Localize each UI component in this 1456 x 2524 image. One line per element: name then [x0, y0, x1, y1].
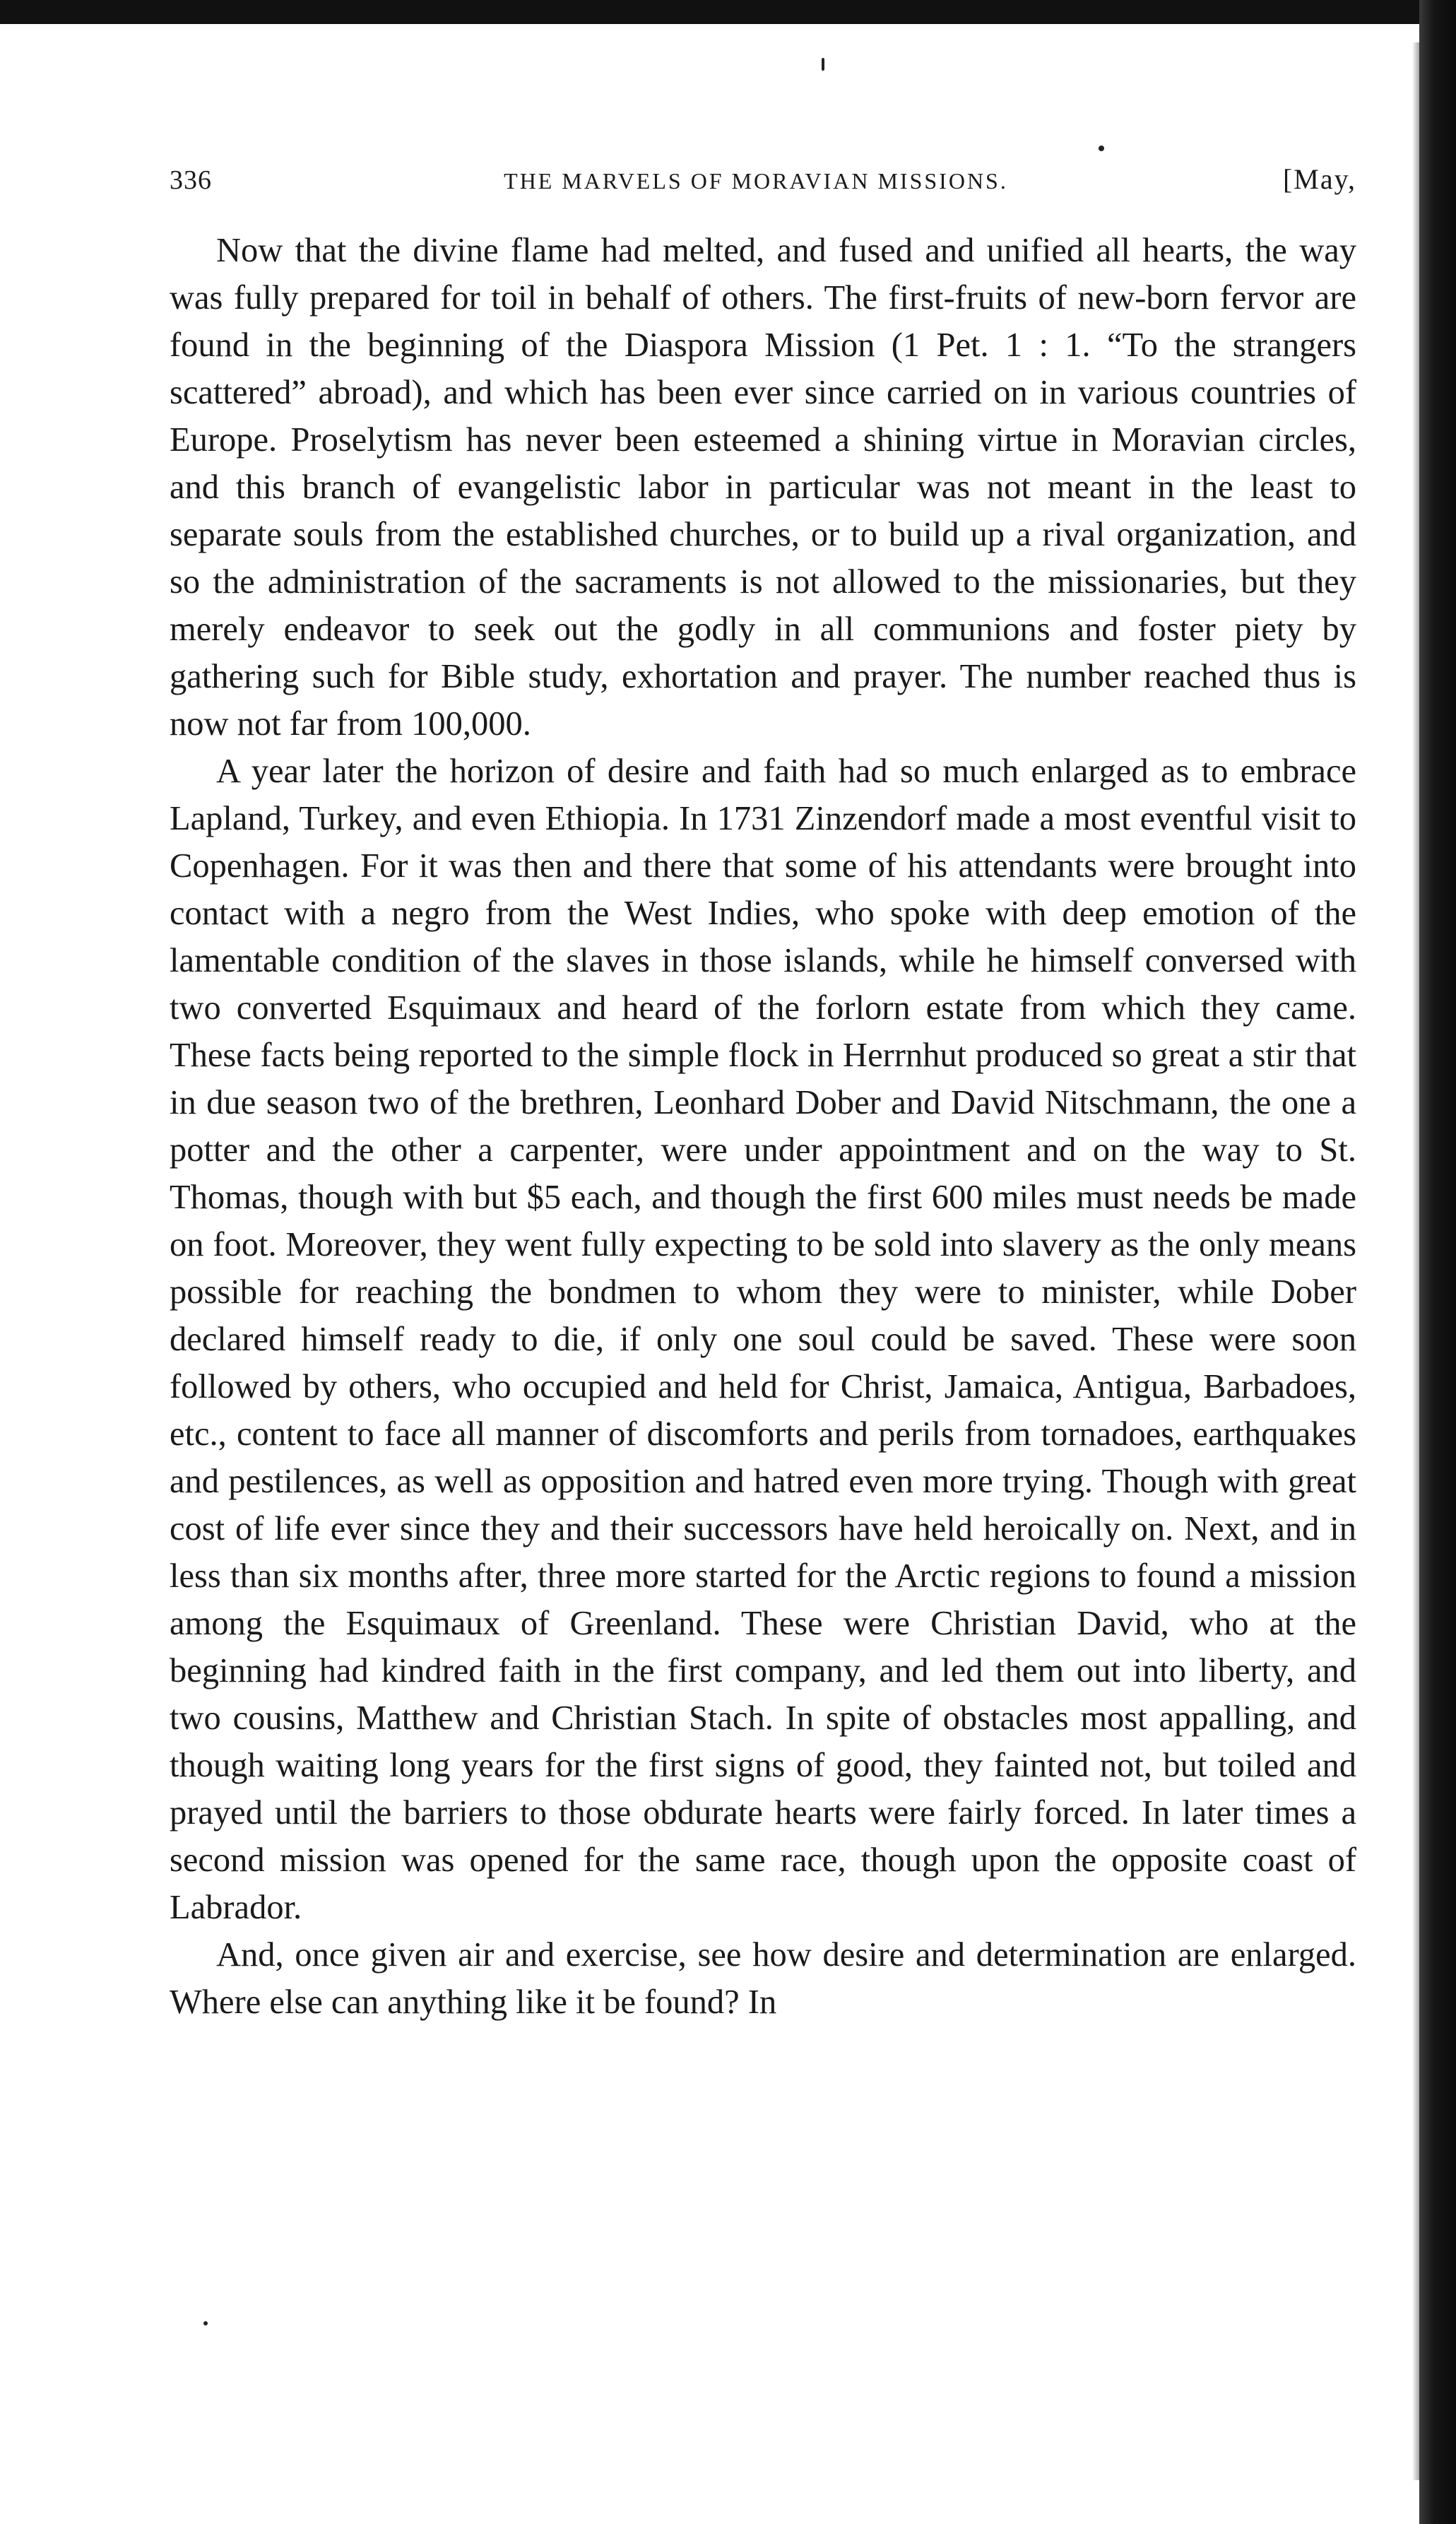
running-head — [170, 163, 1356, 196]
scan-speck — [822, 58, 824, 71]
scan-speck — [203, 2321, 208, 2325]
scan-speck — [1099, 146, 1104, 151]
page-number: 336 — [170, 165, 212, 195]
paragraph-west-indies-greenland: A year later the horizon of desire and faith had so much enlarged as to embrace Lapland, Turkey, and even Ethiopia. In 1731 Zinzendorf made a most eventful visit to Copenhagen. For it was then and there that some of his attendants were brought into contact with a negro from the West Indies, who spoke with deep emotion of the lamentable condition of the slaves in those islands, while he himself conversed with two converted Esquimaux and heard of the forlorn estate from which they came. These facts being reported to the simple flock in Herrnhut produced so great a stir that in due season two of the brethren, Leonhard Dober and David Nitschmann, the one a potter and the other a carpenter, were under appointment and on the way to St. Thomas, though with but $5 each, and though the first 600 miles must needs be made on foot. Moreover, they went fully expecting to be sold into slavery as the only means possible for reaching the bondmen to whom they were to minister, while Dober declared himself ready to die, if only one soul could be saved. These were soon followed by others, who occupied and held for Christ, Jamaica, Antigua, Barbadoes, etc., content to face all manner of discomforts and perils from tornadoes, earthquakes and pestilences, as well as opposition and hatred even more trying. Though with great cost of life ever since they and their successors have held heroically on. Next, and in less than six months after, three more started for the Arctic regions to found a mission among the Esquimaux of Greenland. These were Christian David, who at the beginning had kindred faith in the first company, and led them out into liberty, and two cousins, Matthew and Christian Stach. In spite of obstacles most appalling, and though waiting long years for the first signs of good, they fainted not, but toiled and prayed until the barriers to those obdurate hearts were fairly forced. In later times a second mission was opened for the same race, though upon the opposite coast of Labrador. — [170, 753, 1356, 1926]
scan-top-border — [0, 0, 1456, 24]
body-text — [170, 227, 1356, 2026]
book-page — [170, 163, 1356, 2026]
scan-right-border — [1419, 0, 1456, 2524]
running-date: [May, — [1282, 163, 1356, 195]
running-title: THE MARVELS OF MORAVIAN MISSIONS. — [504, 168, 1008, 194]
paragraph-enlarged: And, once given air and exercise, see how desire and determination are enlarged. Where else can anything like it be found? In — [170, 1936, 1356, 2021]
scan-page-shadow — [1412, 42, 1419, 2480]
paragraph-diaspora-mission: Now that the divine flame had melted, and fused and unified all hearts, the way was fully prepared for toil in behalf of others. The first-fruits of new-born fervor are found in the beginning of the Diaspora Mission (1 Pet. 1 : 1. “To the strangers scattered” abroad), and which has been ever since carried on in various countries of Europe. Proselytism has never been esteemed a shining virtue in Moravian circles, and this branch of evangelistic labor in particular was not meant in the least to separate souls from the established churches, or to build up a rival organization, and so the administration of the sacraments is not allowed to the missionaries, but they merely endeavor to seek out the godly in all communions and foster piety by gathering such for Bible study, exhortation and prayer. The number reached thus is now not far from 100,000. — [170, 232, 1356, 743]
